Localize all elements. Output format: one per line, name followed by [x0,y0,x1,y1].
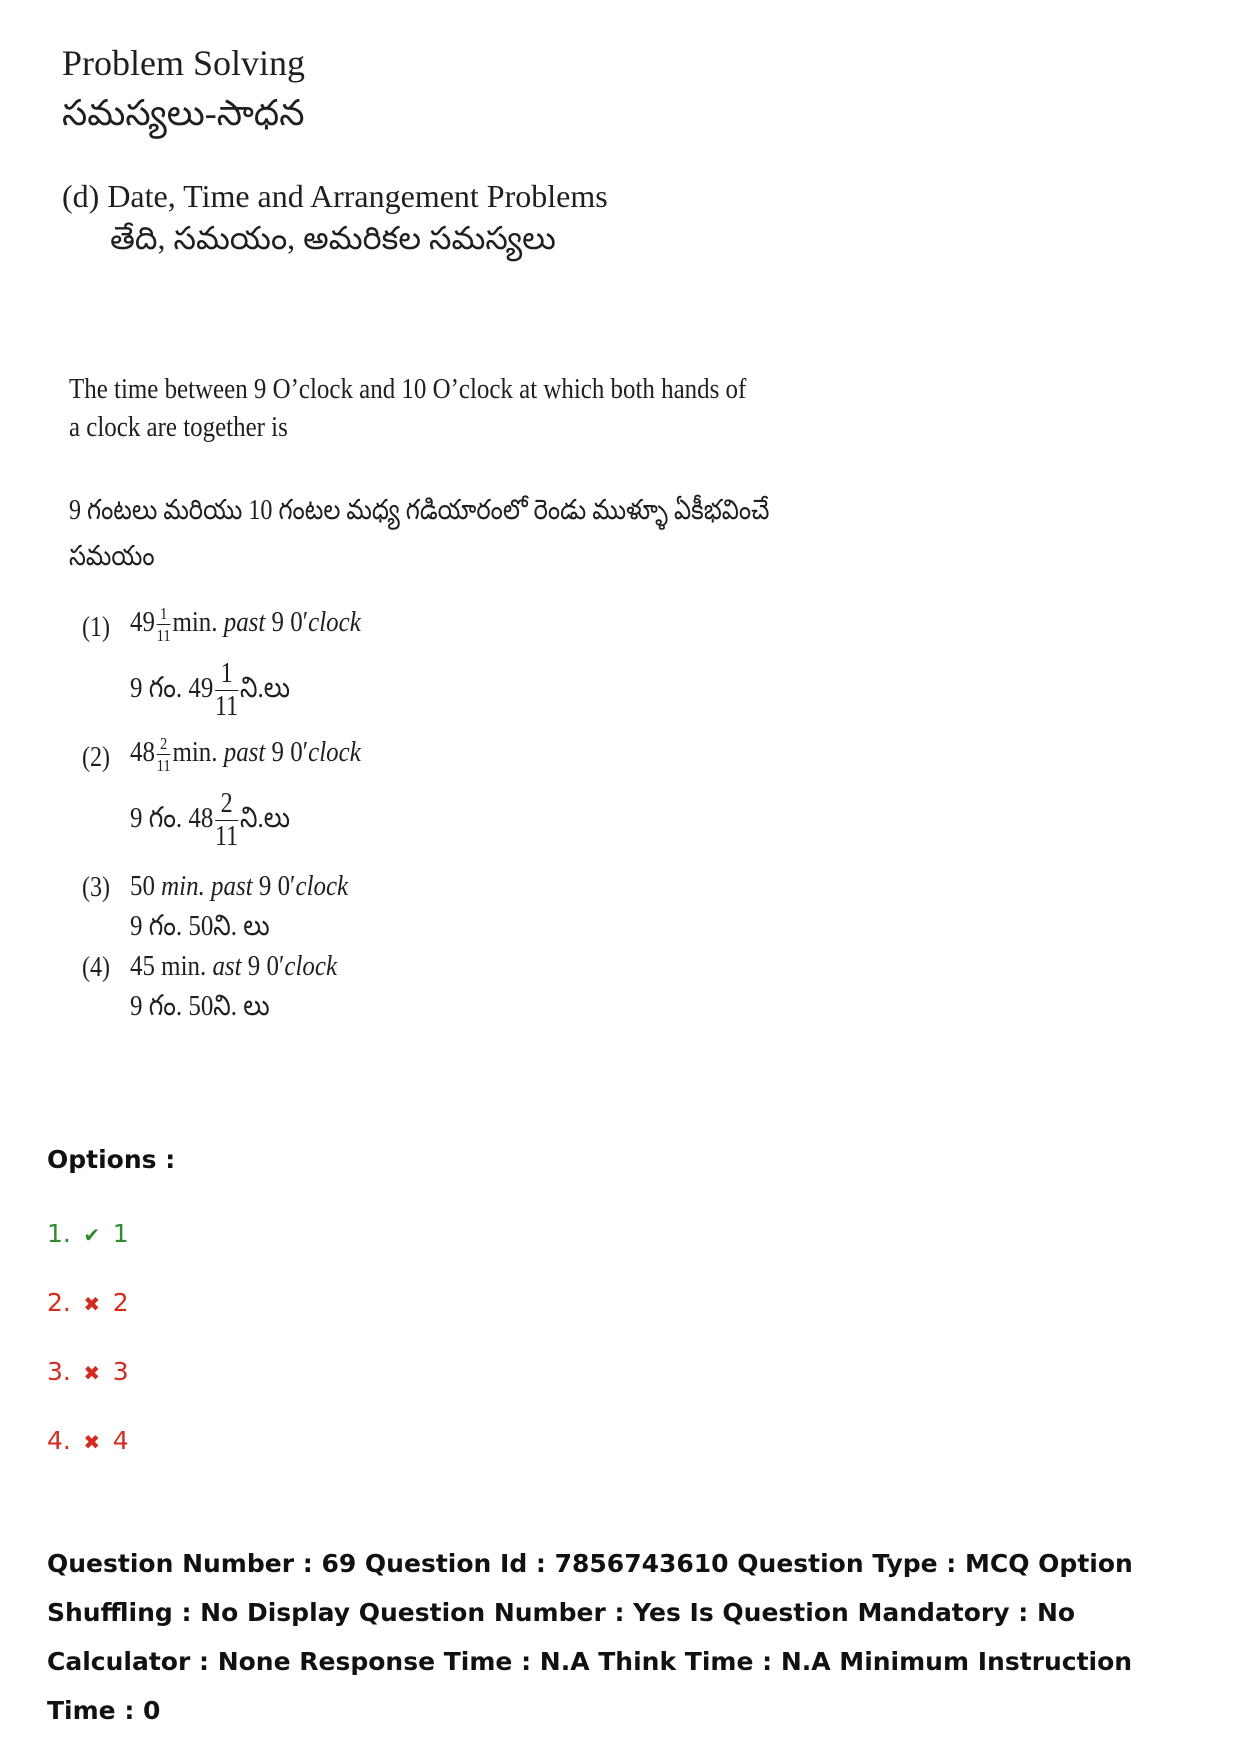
choice-clock: clock [308,736,361,769]
fraction-bar [157,624,171,625]
choice-te-fraction [215,790,238,851]
option-value: 1 [112,1219,129,1248]
choice-te-prefix: 9 గం. 49 [130,672,214,705]
choice-2-english [130,735,361,774]
choice-te-prefix: 9 గం. 48 [130,802,214,835]
fraction-numerator: 2 [160,734,168,753]
cross-icon: ✖ [83,1292,101,1316]
choice-past: past [223,736,266,769]
fraction-numerator: 2 [220,788,233,819]
option-4 [47,1426,129,1455]
choice-number: (1) [82,612,111,643]
option-index: 4. [47,1426,71,1455]
choice-number: (3) [82,872,111,903]
choice-4-english [130,950,337,983]
cross-icon: ✖ [83,1430,101,1454]
options-heading: Options : [47,1145,176,1174]
option-index: 1. [47,1219,71,1248]
choice-1-telugu [130,660,290,721]
option-3 [47,1357,129,1386]
choice-hour: 9 0′ [247,950,285,982]
fraction-denominator: 11 [215,691,239,722]
option-index: 3. [47,1357,71,1386]
option-2 [47,1288,129,1317]
choice-value: 50 [130,870,155,902]
choice-whole: 48 [130,736,155,769]
choice-unit: min. [172,736,218,769]
choice-number: (2) [82,742,111,773]
question-text-english: The time between 9 O’clock and 10 O’clock at which both hands of a clock are together is [69,373,747,443]
choice-number: (4) [82,952,111,983]
subsection-title-telugu: తేది, సమయం, అమరికల సమస్యలు [110,220,556,256]
section-title-telugu: సమస్యలు-సాధన [62,93,305,133]
choice-1-english [130,605,361,644]
option-value: 2 [112,1288,129,1317]
choice-fraction [157,735,171,774]
fraction-numerator: 1 [220,658,233,689]
subsection-title: (d) Date, Time and Arrangement Problems [62,178,608,214]
choice-te-suffix: ని.లు [239,802,291,835]
fraction-denominator: 11 [215,821,239,852]
fraction-numerator: 1 [160,604,168,623]
choice-hour: 9 0′ [271,736,309,769]
choice-whole: 49 [130,606,155,639]
choice-3-english [130,870,348,903]
fraction-bar [157,754,171,755]
choice-te-suffix: ని.లు [239,672,291,705]
choice-te-fraction [215,660,238,721]
option-index: 2. [47,1288,71,1317]
choice-clock: clock [295,870,349,902]
choice-min-past: min. past [161,870,253,902]
choice-hour: 9 0′ [258,870,296,902]
question-text-telugu: 9 గంటలు మరియు 10 గంటల మధ్య గడియారంలో రెండు ముళ్ళూ ఏకీభవించే సమయం [69,495,770,572]
choice-value: 45 min. [130,950,207,982]
option-value: 4 [112,1426,129,1455]
choice-unit: min. [172,606,218,639]
choice-fraction [157,605,171,644]
choice-clock: clock [284,950,338,982]
choice-ast: ast [212,950,242,982]
question-metadata: Question Number : 69 Question Id : 7856743610 Question Type : MCQ Option Shuffling : No Display Question Number : Yes Is Question Mandatory : No Calculator : None Response Time : N.A Think Time : N.A Minimum Instruction Time : 0 [47,1549,1133,1725]
choice-4-telugu: 9 గం. 50ని. లు [130,990,270,1022]
choice-2-telugu [130,790,290,851]
check-icon: ✔ [83,1223,101,1247]
choice-3-telugu: 9 గం. 50ని. లు [130,910,270,942]
choice-clock: clock [308,606,361,639]
cross-icon: ✖ [83,1361,101,1385]
section-title: Problem Solving [62,43,306,83]
option-1 [47,1219,129,1248]
fraction-denominator: 11 [156,626,171,645]
choice-past: past [223,606,266,639]
fraction-denominator: 11 [156,756,171,775]
choice-hour: 9 0′ [271,606,309,639]
option-value: 3 [112,1357,129,1386]
